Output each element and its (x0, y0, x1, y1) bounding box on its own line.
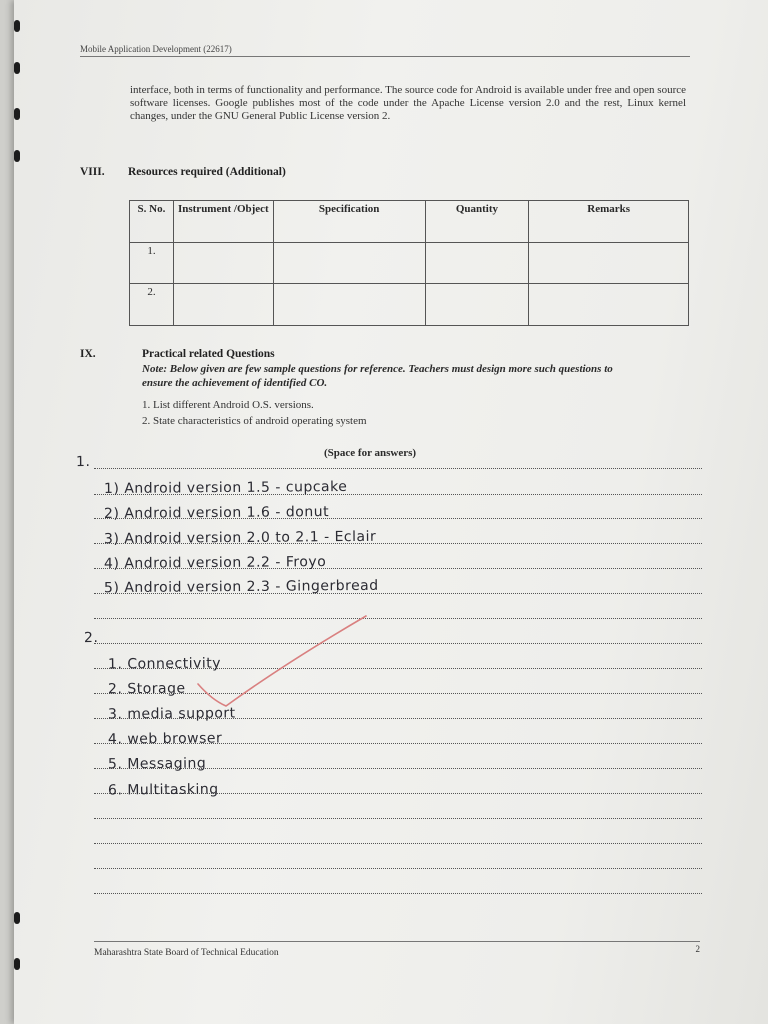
column-header: Instrument /Object (173, 201, 273, 243)
answer-line (94, 643, 702, 644)
specification-cell (273, 242, 425, 284)
section-title: Resources required (Additional) (128, 166, 286, 178)
answer-line (94, 843, 702, 844)
answer-line (94, 818, 702, 819)
handwritten-answer: 1. (75, 453, 91, 471)
binder-hole (14, 62, 20, 74)
handwritten-answer: 6. Multitasking (107, 781, 219, 799)
question-list (142, 397, 367, 429)
question-item: 1. List different Android O.S. versions. (142, 399, 314, 411)
handwritten-answer: 5. Messaging (107, 755, 207, 773)
section-number: VIII. (80, 166, 105, 178)
page-number: 2 (695, 944, 700, 954)
table-header-row (130, 201, 689, 243)
section-number: IX. (80, 348, 96, 360)
handwritten-answer: 5) Android version 2.3 - Gingerbread (103, 577, 379, 597)
section-title: Practical related Questions (142, 348, 275, 360)
answer-line (94, 868, 702, 869)
answer-line (94, 468, 702, 469)
instrument-cell (173, 242, 273, 284)
answer-line (94, 893, 702, 894)
row-number: 2. (130, 284, 174, 326)
answer-line (94, 618, 702, 619)
remarks-cell (529, 242, 689, 284)
resources-table (129, 200, 689, 326)
check-mark-icon (194, 612, 394, 712)
binder-hole (14, 912, 20, 924)
handwritten-answer: 4. web browser (107, 730, 223, 748)
handwritten-answer: 2. (83, 629, 99, 647)
quantity-cell (425, 242, 529, 284)
column-header: S. No. (130, 201, 174, 243)
binder-hole (14, 958, 20, 970)
handwritten-answer: 1. Connectivity (107, 655, 222, 673)
handwritten-answer: 2) Android version 1.6 - donut (103, 504, 330, 522)
binder-hole (14, 150, 20, 162)
column-header: Specification (273, 201, 425, 243)
question-item: 2. State characteristics of android operating system (142, 415, 367, 427)
binder-hole (14, 20, 20, 32)
quantity-cell (425, 284, 529, 326)
page-footer (94, 941, 700, 958)
handwritten-answer: 3. media support (107, 705, 236, 723)
handwritten-answer: 4) Android version 2.2 - Froyo (103, 554, 327, 572)
table-row (130, 242, 689, 284)
footer-text: Maharashtra State Board of Technical Education (94, 948, 279, 958)
instrument-cell (173, 284, 273, 326)
row-number: 1. (130, 242, 174, 284)
table-row (130, 284, 689, 326)
intro-paragraph: interface, both in terms of functionality and performance. The source code for Android is available under free and open source software licenses. Google publishes most of the code under the Apache License version 2.0 and the rest, Linux kernel changes, under the GNU General Public License version 2. (130, 84, 686, 122)
column-header: Remarks (529, 201, 689, 243)
binder-hole (14, 108, 20, 120)
handwritten-answer: 2. Storage (107, 680, 186, 698)
specification-cell (273, 284, 425, 326)
handwritten-answer: 3) Android version 2.0 to 2.1 - Eclair (103, 528, 377, 548)
page-header: Mobile Application Development (22617) (80, 44, 690, 57)
section-note: Note: Below given are few sample questions for reference. Teachers must design more such questions to ensure the achievement of identified CO. (142, 363, 613, 389)
column-header: Quantity (425, 201, 529, 243)
answer-space-label: (Space for answers) (324, 447, 417, 459)
document-page (14, 0, 768, 1024)
remarks-cell (529, 284, 689, 326)
handwritten-answer: 1) Android version 1.5 - cupcake (103, 478, 348, 498)
